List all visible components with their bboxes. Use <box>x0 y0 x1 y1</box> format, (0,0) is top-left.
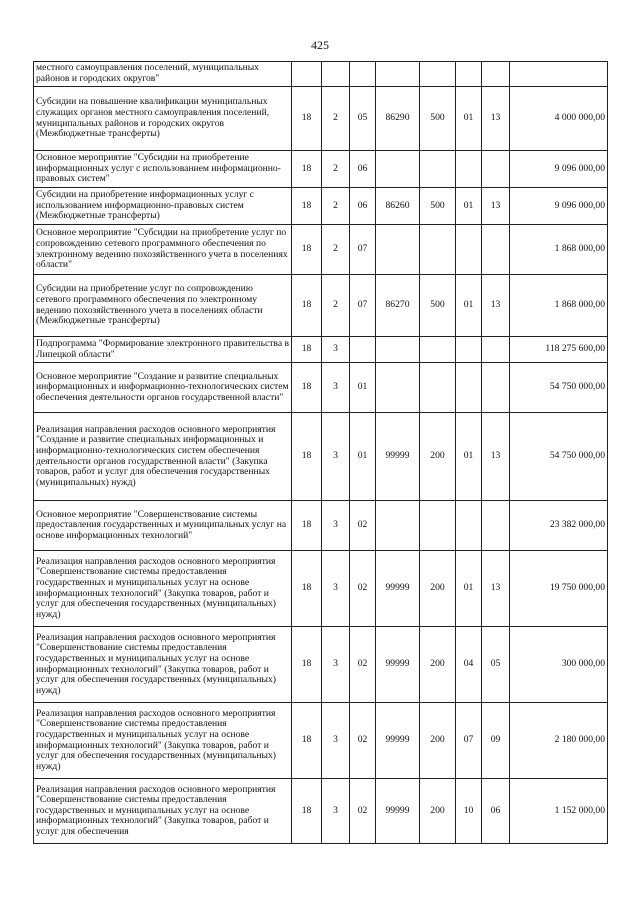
section-cell <box>456 62 482 87</box>
amount-cell: 54 750 000,00 <box>510 413 608 501</box>
table-row <box>34 501 608 551</box>
amount-cell: 1 868 000,00 <box>510 275 608 337</box>
table-row <box>34 62 608 87</box>
table-row <box>34 151 608 188</box>
subprogram-cell <box>322 62 350 87</box>
row-name-cell: Основное мероприятие "Субсидии на приобретение информационных услуг с использованием информационно-правовых систем" <box>34 151 292 188</box>
direction-cell <box>376 337 420 363</box>
subprogram-cell: 2 <box>322 225 350 275</box>
row-name-cell: Реализация направления расходов основного мероприятия "Совершенствование системы предоставления государственных и муниципальных услуг на основе информационных технологий" (Закупка товаров, работ и услуг для обеспечения государственных (муниципальных) нужд) <box>34 551 292 627</box>
direction-cell: 86260 <box>376 188 420 225</box>
table-row <box>34 87 608 151</box>
subsection-cell <box>482 62 510 87</box>
admin-code-cell: 18 <box>292 337 322 363</box>
row-name-cell: Субсидии на приобретение информационных услуг с использованием информационно-правовых систем (Межбюджетные трансферты) <box>34 188 292 225</box>
activity-cell: 06 <box>350 151 376 188</box>
subsection-cell <box>482 501 510 551</box>
table-row <box>34 363 608 413</box>
amount-cell: 1 868 000,00 <box>510 225 608 275</box>
activity-cell: 07 <box>350 275 376 337</box>
expense-type-cell <box>420 501 456 551</box>
expense-type-cell <box>420 363 456 413</box>
row-name-cell: Реализация направления расходов основного мероприятия "Совершенствование системы предоставления государственных и муниципальных услуг на основе информационных технологий" (Закупка товаров, работ и услуг для обеспечения государственных (муниципальных) нужд) <box>34 627 292 703</box>
table-row <box>34 779 608 844</box>
subprogram-cell: 3 <box>322 779 350 844</box>
direction-cell <box>376 501 420 551</box>
subprogram-cell: 3 <box>322 627 350 703</box>
subprogram-cell: 2 <box>322 188 350 225</box>
subsection-cell: 09 <box>482 703 510 779</box>
table-row <box>34 551 608 627</box>
direction-cell: 99999 <box>376 627 420 703</box>
admin-code-cell: 18 <box>292 87 322 151</box>
table-row <box>34 275 608 337</box>
section-cell <box>456 151 482 188</box>
section-cell: 10 <box>456 779 482 844</box>
activity-cell: 06 <box>350 188 376 225</box>
amount-cell: 9 096 000,00 <box>510 188 608 225</box>
activity-cell: 07 <box>350 225 376 275</box>
expense-type-cell <box>420 337 456 363</box>
section-cell: 04 <box>456 627 482 703</box>
row-name-cell: Реализация направления расходов основного мероприятия "Совершенствование системы предоставления государственных и муниципальных услуг на основе информационных технологий" (Закупка товаров, работ и услуг для обеспечения <box>34 779 292 844</box>
subprogram-cell: 2 <box>322 275 350 337</box>
admin-code-cell: 18 <box>292 413 322 501</box>
admin-code-cell: 18 <box>292 188 322 225</box>
section-cell <box>456 225 482 275</box>
section-cell <box>456 501 482 551</box>
section-cell: 01 <box>456 87 482 151</box>
table-row <box>34 188 608 225</box>
activity-cell: 01 <box>350 363 376 413</box>
section-cell <box>456 363 482 413</box>
subsection-cell: 13 <box>482 87 510 151</box>
activity-cell <box>350 337 376 363</box>
row-name-cell: Основное мероприятие "Создание и развитие специальных информационных и информационно-технологических систем обеспечения деятельности органов государственной власти" <box>34 363 292 413</box>
amount-cell: 19 750 000,00 <box>510 551 608 627</box>
subsection-cell <box>482 151 510 188</box>
amount-cell: 300 000,00 <box>510 627 608 703</box>
expense-type-cell: 200 <box>420 779 456 844</box>
expense-type-cell: 500 <box>420 275 456 337</box>
admin-code-cell: 18 <box>292 151 322 188</box>
amount-cell: 4 000 000,00 <box>510 87 608 151</box>
activity-cell: 02 <box>350 501 376 551</box>
subsection-cell <box>482 363 510 413</box>
row-name-cell: местного самоуправления поселений, муниципальных районов и городских округов" <box>34 62 292 87</box>
row-name-cell: Подпрограмма "Формирование электронного правительства в Липецкой области" <box>34 337 292 363</box>
subprogram-cell: 3 <box>322 337 350 363</box>
activity-cell: 02 <box>350 551 376 627</box>
amount-cell: 2 180 000,00 <box>510 703 608 779</box>
amount-cell: 9 096 000,00 <box>510 151 608 188</box>
section-cell: 01 <box>456 551 482 627</box>
subsection-cell <box>482 225 510 275</box>
admin-code-cell: 18 <box>292 275 322 337</box>
activity-cell: 02 <box>350 779 376 844</box>
table-row <box>34 225 608 275</box>
page-number: 425 <box>311 38 329 52</box>
direction-cell <box>376 151 420 188</box>
budget-table <box>33 61 608 844</box>
direction-cell: 99999 <box>376 413 420 501</box>
direction-cell: 99999 <box>376 779 420 844</box>
subsection-cell <box>482 337 510 363</box>
subprogram-cell: 3 <box>322 703 350 779</box>
subsection-cell: 06 <box>482 779 510 844</box>
admin-code-cell: 18 <box>292 779 322 844</box>
activity-cell <box>350 62 376 87</box>
amount-cell: 1 152 000,00 <box>510 779 608 844</box>
section-cell: 01 <box>456 413 482 501</box>
subsection-cell: 13 <box>482 188 510 225</box>
subprogram-cell: 3 <box>322 501 350 551</box>
activity-cell: 02 <box>350 627 376 703</box>
subsection-cell: 05 <box>482 627 510 703</box>
row-name-cell: Субсидии на повышение квалификации муниципальных служащих органов местного самоуправления поселений, муниципальных районов и городских округов (Межбюджетные трансферты) <box>34 87 292 151</box>
amount-cell: 23 382 000,00 <box>510 501 608 551</box>
subprogram-cell: 3 <box>322 551 350 627</box>
subprogram-cell: 2 <box>322 87 350 151</box>
expense-type-cell <box>420 151 456 188</box>
activity-cell: 02 <box>350 703 376 779</box>
admin-code-cell: 18 <box>292 363 322 413</box>
direction-cell <box>376 363 420 413</box>
subprogram-cell: 3 <box>322 363 350 413</box>
subsection-cell: 13 <box>482 275 510 337</box>
amount-cell <box>510 62 608 87</box>
expense-type-cell: 200 <box>420 627 456 703</box>
expense-type-cell <box>420 62 456 87</box>
amount-cell: 118 275 600,00 <box>510 337 608 363</box>
section-cell: 01 <box>456 188 482 225</box>
activity-cell: 05 <box>350 87 376 151</box>
table-body <box>34 62 608 844</box>
expense-type-cell: 200 <box>420 703 456 779</box>
admin-code-cell: 18 <box>292 501 322 551</box>
direction-cell: 99999 <box>376 703 420 779</box>
direction-cell <box>376 225 420 275</box>
table-row <box>34 703 608 779</box>
subsection-cell: 13 <box>482 551 510 627</box>
table-row <box>34 627 608 703</box>
direction-cell: 86290 <box>376 87 420 151</box>
expense-type-cell: 200 <box>420 551 456 627</box>
section-cell: 07 <box>456 703 482 779</box>
table-row <box>34 413 608 501</box>
expense-type-cell: 500 <box>420 87 456 151</box>
admin-code-cell: 18 <box>292 703 322 779</box>
direction-cell: 86270 <box>376 275 420 337</box>
admin-code-cell <box>292 62 322 87</box>
section-cell <box>456 337 482 363</box>
row-name-cell: Реализация направления расходов основного мероприятия "Совершенствование системы предоставления государственных и муниципальных услуг на основе информационных технологий" (Закупка товаров, работ и услуг для обеспечения государственных (муниципальных) нужд) <box>34 703 292 779</box>
table-row <box>34 337 608 363</box>
row-name-cell: Основное мероприятие "Субсидии на приобретение услуг по сопровождению сетевого программного обеспечения по электронному ведению похозяйственного учета в поселениях области" <box>34 225 292 275</box>
admin-code-cell: 18 <box>292 627 322 703</box>
subprogram-cell: 2 <box>322 151 350 188</box>
direction-cell <box>376 62 420 87</box>
direction-cell: 99999 <box>376 551 420 627</box>
subprogram-cell: 3 <box>322 413 350 501</box>
row-name-cell: Субсидии на приобретение услуг по сопровождению сетевого программного обеспечения по электронному ведению похозяйственного учета в поселениях области (Межбюджетные трансферты) <box>34 275 292 337</box>
expense-type-cell <box>420 225 456 275</box>
expense-type-cell: 500 <box>420 188 456 225</box>
subsection-cell: 13 <box>482 413 510 501</box>
expense-type-cell: 200 <box>420 413 456 501</box>
admin-code-cell: 18 <box>292 551 322 627</box>
amount-cell: 54 750 000,00 <box>510 363 608 413</box>
row-name-cell: Реализация направления расходов основного мероприятия "Создание и развитие специальных информационных и информационно-технологических систем обеспечения деятельности органов государственной власти" (Закупка товаров, работ и услуг для обеспечения государственных (муниципальных) нужд) <box>34 413 292 501</box>
activity-cell: 01 <box>350 413 376 501</box>
section-cell: 01 <box>456 275 482 337</box>
admin-code-cell: 18 <box>292 225 322 275</box>
row-name-cell: Основное мероприятие "Совершенствование системы предоставления государственных и муниципальных услуг на основе информационных технологий" <box>34 501 292 551</box>
